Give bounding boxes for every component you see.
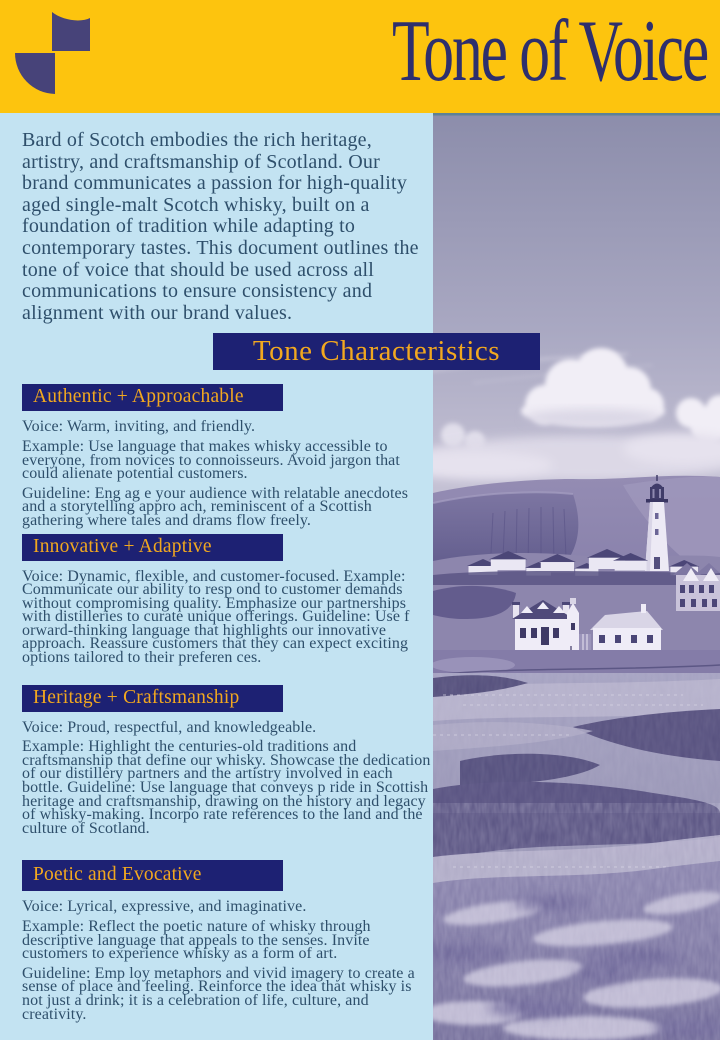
photo-top-border bbox=[433, 113, 720, 116]
section-poetic-evocative bbox=[22, 860, 432, 1021]
logo-flag-shape bbox=[52, 12, 90, 51]
section-title-badge bbox=[22, 534, 283, 561]
voice-line: Voice: Warm, inviting, and friendly. bbox=[22, 418, 256, 436]
tone-characteristics-banner bbox=[213, 333, 540, 370]
section-title: Heritage + Craftsmanship bbox=[33, 686, 240, 708]
coastal-photo-illustration bbox=[433, 113, 720, 1040]
section-title: Authentic + Approachable bbox=[33, 386, 244, 408]
section-heritage-craftsmanship bbox=[22, 685, 432, 836]
coastal-photo bbox=[433, 113, 720, 1040]
guideline-paragraph: Guideline: Eng ag e your audience with relatable anecdotes and a storytelling appro ach, reminiscent of a Scottish gathering where tales and drams flow freely. bbox=[22, 484, 409, 529]
header bbox=[0, 0, 720, 113]
section-title-badge bbox=[22, 384, 283, 411]
guideline-paragraph: Guideline: Emp loy metaphors and vivid imagery to create a sense of place and feeling. Reinforce the idea that whisky is not just a drink; it is a celebration of life, culture, and creativity. bbox=[22, 964, 415, 1023]
example-paragraph: Example: Use language that makes whisky accessible to everyone, from novices to connoisseurs. Avoid jargon that could alienate potential customers. bbox=[22, 437, 400, 483]
section-title: Poetic and Evocative bbox=[33, 864, 202, 886]
intro-paragraph: Bard of Scotch embodies the rich heritage, artistry, and craftsmanship of Scotland. Our brand communicates a passion for high-quality aged single-malt Scotch whisky, built on a foundation of tradition while adapting to contemporary tastes. This document outlines the tone of voice that should be used across all communications to ensure consistency and alignment with our brand values. bbox=[22, 129, 419, 324]
example-paragraph: Example: Highlight the centuries-old traditions and craftsmanship that define our whisky. Showcase the dedication of our distillery partners and the artistry involved in each bottle. Guideline: Use language that conveys p ride in Scottish heritage and craftsmanship, drawing on the history and legacy of whisky-making. Incorpo rate references to the land and the culture of Scotland. bbox=[22, 738, 431, 837]
brand-logo-icon bbox=[10, 8, 102, 104]
section-title-badge bbox=[22, 685, 283, 712]
section-title: Innovative + Adaptive bbox=[33, 535, 212, 557]
section-innovative-adaptive bbox=[22, 534, 432, 665]
voice-line: Voice: Proud, respectful, and knowledgeable. bbox=[22, 718, 317, 736]
text-column bbox=[0, 113, 433, 1040]
dunes bbox=[433, 803, 720, 1040]
voice-line: Voice: Lyrical, expressive, and imaginative. bbox=[22, 898, 307, 916]
section-paragraph: Voice: Dynamic, flexible, and customer-focused. Example: Communicate our ability to resp ond to customer demands without compromising quality. Emphasize our partnerships with distilleries to curate unique offerings. Guideline: Use f orward-thinking language that highlights our innovative approach. Reassure customers that they can expect exciting options tailored to their preferen ces. bbox=[22, 567, 410, 667]
logo-quarter-shape bbox=[15, 53, 55, 94]
example-paragraph: Example: Reflect the poetic nature of whisky through descriptive language that appeals to the senses. Invite customers to experience whisky as a form of art. bbox=[22, 918, 371, 963]
section-title-badge bbox=[22, 860, 283, 891]
banner-label: Tone Characteristics bbox=[252, 335, 501, 367]
content bbox=[0, 113, 720, 1040]
section-authentic-approachable bbox=[22, 384, 432, 527]
page-title: Tone of Voice bbox=[391, 3, 707, 100]
